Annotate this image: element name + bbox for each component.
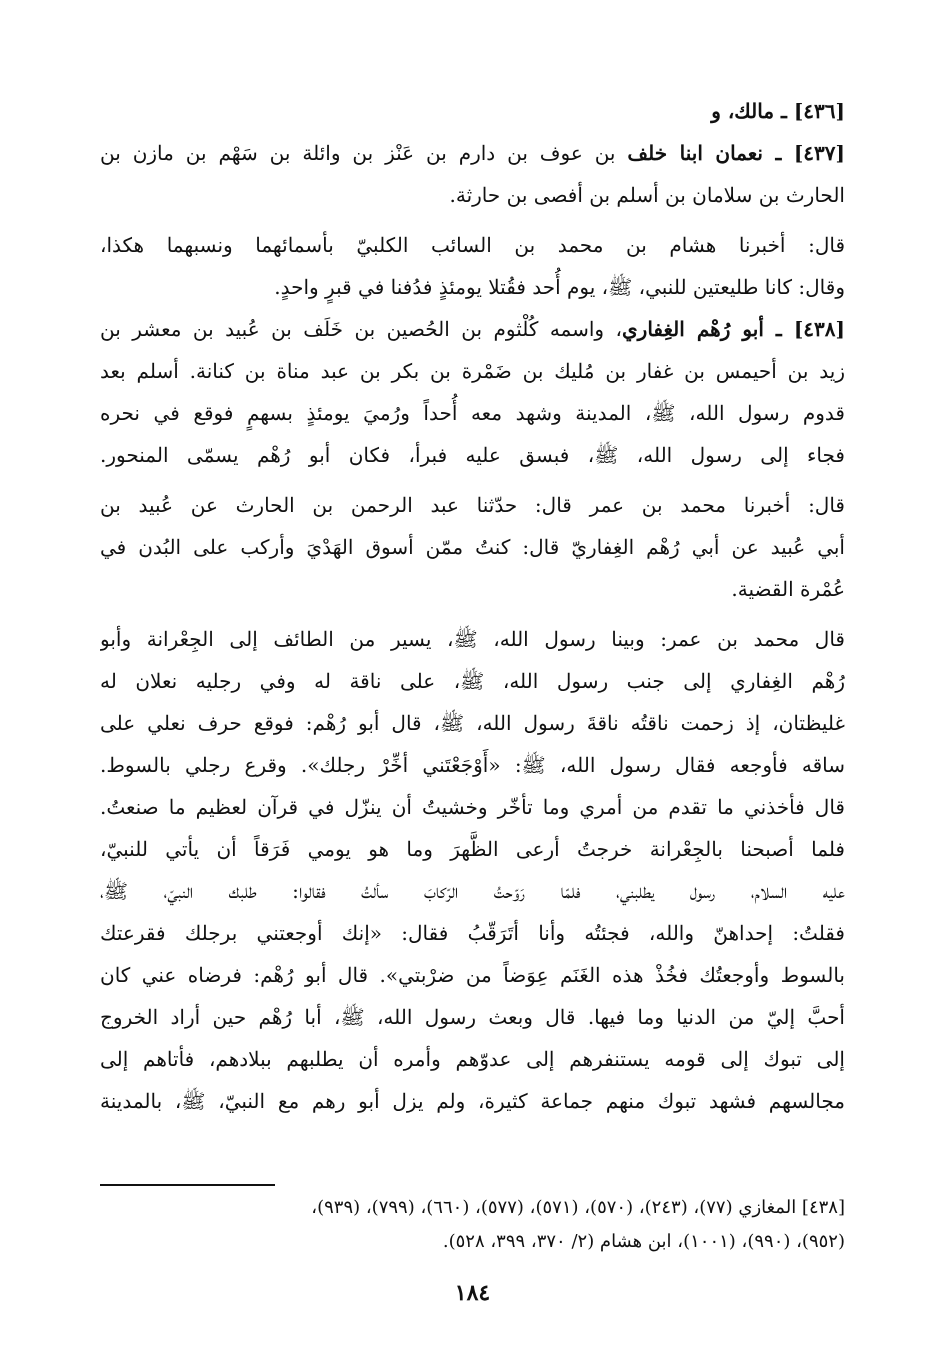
line-text: إلى تبوك إلى قومه يستنفرهم إلى عدوّهم وأمره أن يطلبهم ببلادهم، فأتاهم إلى <box>100 1047 845 1071</box>
text-line <box>100 568 845 610</box>
text-line <box>100 224 845 266</box>
line-text: أحبَّ إليّ من الدنيا وما فيها. قال وبعث رسول الله، ﷺ، أبا رُهْم حين أراد الخروج <box>100 1005 845 1029</box>
line-text: فلما أصبحنا بالجِعْرانة خرجتُ أرعى الظَّهرَ وما هو يومي فَرَقاً أن يأتي للنبيّ، <box>100 837 845 861</box>
entry-436 <box>100 90 845 132</box>
line-text: قال فأخذني ما تقدم من أمري وما تأخّر وخشيتُ أن ينزّل في قرآن لعظيم ما صنعتُ. <box>100 795 845 819</box>
text-line <box>100 660 845 702</box>
line-text: قال: أخبرنا محمد بن عمر قال: حدّثنا عبد الرحمن بن الحارث عن عُبيد بن <box>100 493 845 517</box>
text-line <box>100 996 845 1038</box>
text-line <box>100 308 845 350</box>
footnote-line: [٤٣٨] المغازي (٧٧)، (٢٤٣)، (٥٧٠)، (٥٧١)، (٥٧٧)، (٦٦٠)، (٧٩٩)، (٩٣٩)، <box>311 1197 845 1218</box>
text-line <box>100 266 845 308</box>
text-line <box>100 828 845 870</box>
text-line <box>100 392 845 434</box>
line-text: فجاء إلى رسول الله، ﷺ، فبسق عليه فبرأ، فكان أبو رُهْم يسمّى المنحور. <box>100 443 845 467</box>
line-text: ساقه فأوجعه فقال رسول الله، ﷺ: «أَوْجَعْتَني أخِّرْ رجلك». وقرع رجلي بالسوط. <box>100 753 845 777</box>
text-line <box>100 1038 845 1080</box>
line-text: بن عوف بن دارم بن عَنْز بن وائلة بن سَهْم بن مازن بن <box>100 141 628 165</box>
text-line <box>100 870 845 912</box>
entry-437 <box>100 132 845 216</box>
line-text: بالسوط وأوجعتُك فخُذْ هذه الغَنَم عِوَضاً من ضرْبتي». قال أبو رُهْم: فرضاه عني كان <box>100 963 845 987</box>
text-line <box>100 90 845 132</box>
text-line <box>100 912 845 954</box>
line-text: مجالسهم فشهد تبوك منهم جماعة كثيرة، ولم يزل أبو رهم مع النبيّ، ﷺ، بالمدينة <box>100 1089 845 1113</box>
line-text: وقال: كانا طليعتين للنبي، ﷺ، يوم أُحد فقُتلا يومئذٍ فدُفنا في قبرٍ واحدٍ. <box>274 275 845 299</box>
text-line <box>100 174 845 216</box>
footnote-line: (٩٥٢)، (٩٩٠)، (١٠٠١)، ابن هشام (٢/ ٣٧٠، ٣٩٩، ٥٢٨). <box>442 1231 845 1252</box>
paragraph <box>100 618 845 1122</box>
line-text: أبي عُبيد عن أبي رُهْم الغِفاريّ قال: كنتُ ممّن أسوق الهَدْيَ وأركب على البُدن في <box>100 535 845 559</box>
paragraph <box>100 224 845 308</box>
text-line <box>100 1080 845 1122</box>
line-text: قدوم رسول الله، ﷺ، المدينة وشهد معه أُحداً ورُميَ يومئذٍ بسهمٍ فوقع في نحره <box>100 401 845 425</box>
text-line <box>100 484 845 526</box>
text-line <box>100 132 845 174</box>
line-text: غليظتان، إذ زحمت ناقتُه ناقةَ رسول الله، ﷺ، قال أبو رُهْم: فوقع حرف نعلي على <box>100 711 845 735</box>
footnote-separator <box>100 1184 275 1186</box>
entry-heading: [٤٣٧] ـ نعمان ابنا خلف <box>627 141 845 165</box>
text-line <box>100 526 845 568</box>
text-line <box>100 434 845 476</box>
entry-438 <box>100 308 845 476</box>
text-line <box>100 954 845 996</box>
line-text: قال محمد بن عمر: وبينا رسول الله، ﷺ، يسير من الطائف إلى الجِعْرانة وأبو <box>100 627 845 651</box>
text-line <box>100 702 845 744</box>
line-text: ، واسمه كُلْثوم بن الحُصين بن خَلَف بن عُبيد بن معشر بن <box>100 317 622 341</box>
entry-heading: [٤٣٨] ـ أبو رُهْم الغِفاري <box>622 317 845 341</box>
page-number: ١٨٤ <box>454 1280 491 1306</box>
line-text: فقلتُ: إحداهنّ والله، فجئتُه وأنا أتَرَقّبُ فقال: «إنك أوجعتني برجلك فقرعتك <box>100 921 845 945</box>
line-text: زيد بن أحيمس بن غفار بن مُليك بن ضَمْرة بن بكر بن عبد مناة بن كنانة. أسلم بعد <box>100 359 845 383</box>
paragraph <box>100 484 845 610</box>
line-text: الحارث بن سلامان بن أسلم بن أفصى بن حارثة. <box>449 183 845 207</box>
line-text: عليه السلام، رسول يطلبني، فلمّا رَوّحتُ الرّكابَ سألتُ فقالوا: طلبك النبيّ، ﷺ، <box>100 879 845 903</box>
text-line <box>100 786 845 828</box>
line-text: قال: أخبرنا هشام بن محمد بن السائب الكلبيّ بأسمائهما ونسبهما هكذا، <box>100 233 845 257</box>
entry-heading: [٤٣٦] ـ مالك، و <box>711 99 845 123</box>
line-text: رُهْم الغِفاري إلى جنب رسول الله، ﷺ، على ناقة له وفي رجليه نعلان له <box>100 669 845 693</box>
line-text: عُمْرة القضية. <box>731 577 845 601</box>
text-line <box>100 350 845 392</box>
text-line <box>100 618 845 660</box>
text-line <box>100 744 845 786</box>
